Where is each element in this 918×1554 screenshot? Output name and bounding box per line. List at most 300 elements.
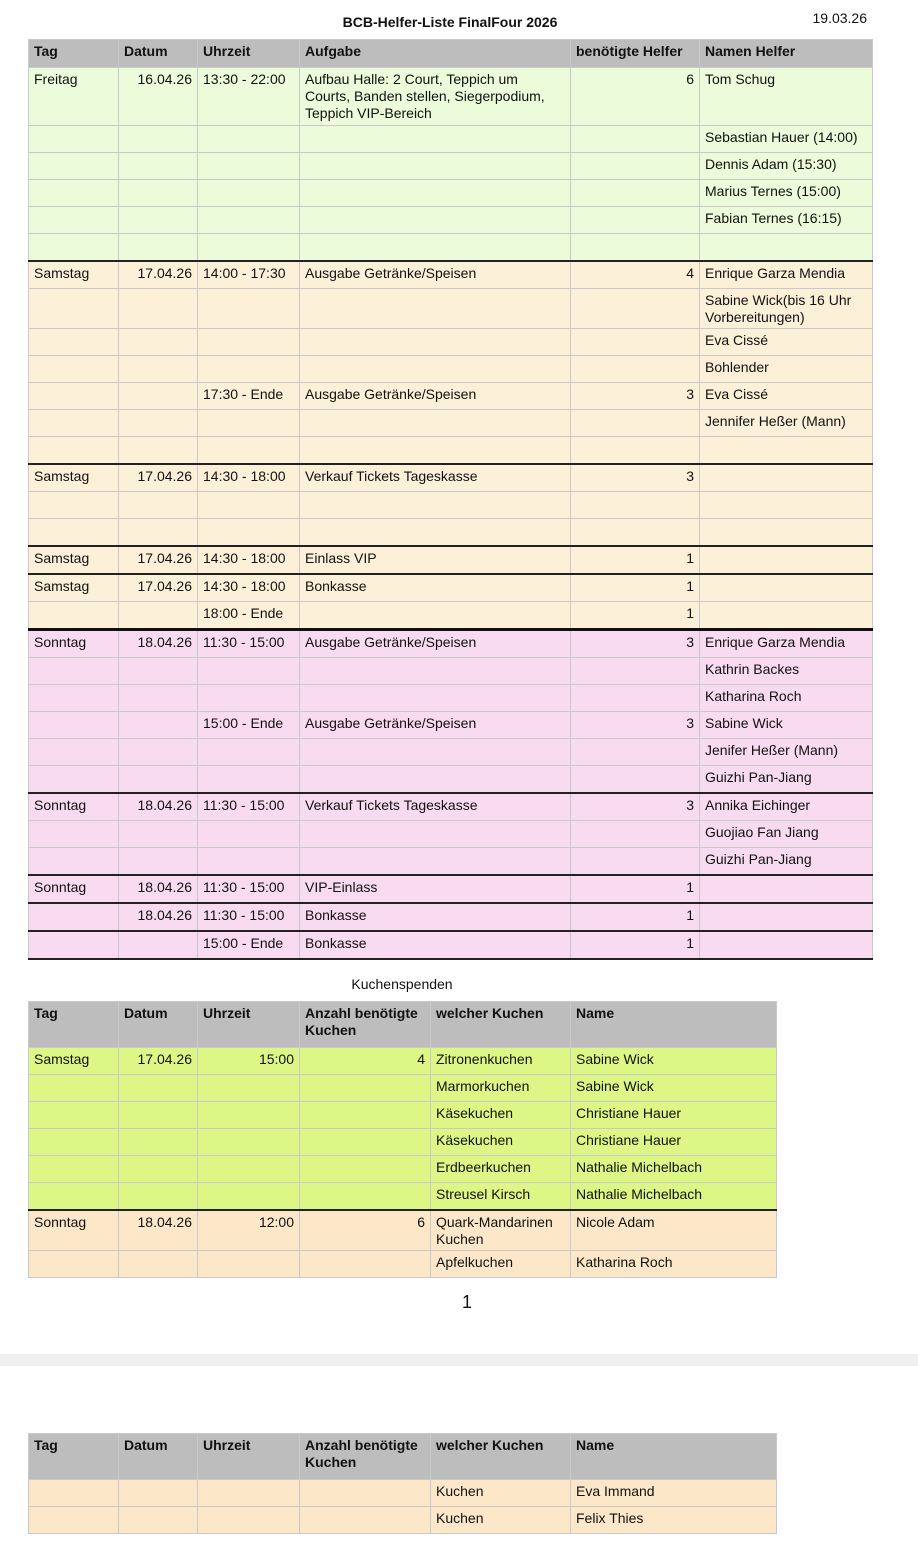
table-cell (700, 464, 873, 492)
table-cell (198, 658, 300, 685)
table-cell: Guizhi Pan-Jiang (700, 766, 873, 794)
table-row (29, 519, 873, 547)
page-2 (0, 1366, 918, 1554)
column-header: welcher Kuchen (431, 1002, 571, 1048)
table-cell (300, 602, 571, 630)
table-cell (119, 1102, 198, 1129)
table-cell (29, 848, 119, 876)
table-cell (29, 1129, 119, 1156)
table-cell (700, 546, 873, 574)
table-cell (119, 848, 198, 876)
table-cell (571, 153, 700, 180)
table-cell (700, 875, 873, 903)
table-cell: Sonntag (29, 875, 119, 903)
table-row (29, 793, 873, 821)
table-cell: Sabine Wick(bis 16 Uhr Vorbereitungen) (700, 289, 873, 329)
table-cell (300, 1480, 431, 1507)
table-cell (29, 1507, 119, 1534)
table-cell: 15:00 - Ende (198, 931, 300, 959)
table-cell (29, 1183, 119, 1211)
table-cell (198, 329, 300, 356)
table-cell (119, 658, 198, 685)
table-cell (571, 658, 700, 685)
cakes-continued-header-row (29, 1434, 777, 1480)
table-cell: Tom Schug (700, 68, 873, 126)
table-cell: 18.04.26 (119, 630, 198, 658)
column-header: Tag (29, 1002, 119, 1048)
table-cell: 13:30 - 22:00 (198, 68, 300, 126)
table-cell: Bonkasse (300, 574, 571, 602)
table-cell: Dennis Adam (15:30) (700, 153, 873, 180)
table-cell: Enrique Garza Mendia (700, 630, 873, 658)
table-cell (300, 1156, 431, 1183)
table-cell (300, 126, 571, 153)
table-cell (29, 126, 119, 153)
table-cell (29, 602, 119, 630)
table-cell (119, 356, 198, 383)
table-cell: 4 (300, 1048, 431, 1075)
table-row (29, 1102, 777, 1129)
table-cell (29, 685, 119, 712)
page-separator (0, 1354, 918, 1366)
table-cell (300, 658, 571, 685)
table-cell: Ausgabe Getränke/Speisen (300, 261, 571, 289)
document-date: 19.03.26 (812, 10, 867, 26)
table-row (29, 848, 873, 876)
table-cell (300, 234, 571, 262)
table-cell: 11:30 - 15:00 (198, 903, 300, 931)
cakes-table-continued (28, 1433, 777, 1534)
table-cell (198, 1102, 300, 1129)
table-cell (300, 1183, 431, 1211)
table-cell: 17.04.26 (119, 546, 198, 574)
column-header: Datum (119, 1434, 198, 1480)
table-cell (198, 1507, 300, 1534)
table-cell: Apfelkuchen (431, 1251, 571, 1278)
table-row (29, 68, 873, 126)
table-row (29, 492, 873, 519)
table-cell: Erdbeerkuchen (431, 1156, 571, 1183)
table-cell (119, 712, 198, 739)
table-cell (29, 356, 119, 383)
table-cell: 17.04.26 (119, 574, 198, 602)
table-cell: 18:00 - Ende (198, 602, 300, 630)
table-cell: 17:30 - Ende (198, 383, 300, 410)
table-row (29, 546, 873, 574)
column-header: Uhrzeit (198, 1434, 300, 1480)
table-cell: Guojiao Fan Jiang (700, 821, 873, 848)
table-cell: Eva Cissé (700, 329, 873, 356)
table-row (29, 1048, 777, 1075)
table-cell (300, 1507, 431, 1534)
table-cell: 14:30 - 18:00 (198, 464, 300, 492)
table-cell (571, 519, 700, 547)
table-cell: 11:30 - 15:00 (198, 630, 300, 658)
table-cell (198, 1075, 300, 1102)
table-cell (700, 437, 873, 465)
table-cell: 12:00 (198, 1210, 300, 1251)
table-cell (700, 574, 873, 602)
table-cell: 18.04.26 (119, 903, 198, 931)
table-cell (119, 1183, 198, 1211)
table-cell: Samstag (29, 261, 119, 289)
table-cell (119, 234, 198, 262)
table-cell (571, 492, 700, 519)
table-cell (29, 492, 119, 519)
table-row (29, 329, 873, 356)
table-cell (29, 329, 119, 356)
table-cell (198, 1129, 300, 1156)
table-cell: Samstag (29, 1048, 119, 1075)
table-cell: 14:30 - 18:00 (198, 546, 300, 574)
table-cell: Einlass VIP (300, 546, 571, 574)
table-cell: 3 (571, 712, 700, 739)
table-cell (300, 848, 571, 876)
table-cell (300, 492, 571, 519)
table-cell: Katharina Roch (700, 685, 873, 712)
table-cell: 17.04.26 (119, 1048, 198, 1075)
table-row (29, 658, 873, 685)
table-cell: 6 (300, 1210, 431, 1251)
table-cell (29, 739, 119, 766)
table-cell (119, 1251, 198, 1278)
table-cell (198, 234, 300, 262)
table-row (29, 126, 873, 153)
table-cell: Fabian Ternes (16:15) (700, 207, 873, 234)
table-cell (700, 602, 873, 630)
table-cell: Freitag (29, 68, 119, 126)
table-cell (29, 1075, 119, 1102)
table-row (29, 602, 873, 630)
table-cell: 1 (571, 931, 700, 959)
table-row (29, 1129, 777, 1156)
table-row (29, 437, 873, 465)
table-cell (198, 519, 300, 547)
cakes-header-row (29, 1002, 777, 1048)
table-cell: Annika Eichinger (700, 793, 873, 821)
table-cell (300, 1075, 431, 1102)
table-cell (300, 289, 571, 329)
table-cell (198, 1183, 300, 1211)
table-cell (198, 766, 300, 794)
table-cell (119, 437, 198, 465)
table-cell: Marmorkuchen (431, 1075, 571, 1102)
table-cell: Quark-Mandarinen Kuchen (431, 1210, 571, 1251)
table-cell: Bonkasse (300, 903, 571, 931)
table-cell (119, 931, 198, 959)
table-cell: 1 (571, 875, 700, 903)
table-cell: Sonntag (29, 793, 119, 821)
table-cell: Bohlender (700, 356, 873, 383)
table-cell (571, 821, 700, 848)
table-cell: 11:30 - 15:00 (198, 793, 300, 821)
table-cell (29, 1480, 119, 1507)
table-cell (700, 234, 873, 262)
table-cell: Jenifer Heßer (Mann) (700, 739, 873, 766)
table-cell: Samstag (29, 464, 119, 492)
table-row (29, 712, 873, 739)
table-row (29, 383, 873, 410)
page-number: 1 (461, 1292, 472, 1312)
table-cell: Felix Thies (571, 1507, 777, 1534)
table-cell: 15:00 - Ende (198, 712, 300, 739)
table-row (29, 931, 873, 959)
table-cell (119, 1480, 198, 1507)
table-cell (119, 1129, 198, 1156)
cakes-title: Kuchenspenden (351, 976, 453, 992)
table-cell (198, 739, 300, 766)
table-cell (571, 410, 700, 437)
table-cell (300, 1251, 431, 1278)
table-cell: 3 (571, 630, 700, 658)
table-cell (119, 1075, 198, 1102)
table-cell: 18.04.26 (119, 1210, 198, 1251)
table-cell (29, 1251, 119, 1278)
table-cell: 4 (571, 261, 700, 289)
table-cell: Sonntag (29, 1210, 119, 1251)
table-cell: Marius Ternes (15:00) (700, 180, 873, 207)
column-header: Name (571, 1434, 777, 1480)
table-cell: Sabine Wick (700, 712, 873, 739)
table-cell (198, 356, 300, 383)
table-cell: 3 (571, 383, 700, 410)
table-cell (29, 931, 119, 959)
table-cell: 3 (571, 793, 700, 821)
table-cell (29, 289, 119, 329)
table-cell: Sonntag (29, 630, 119, 658)
table-cell (119, 519, 198, 547)
table-cell (29, 658, 119, 685)
table-cell (119, 602, 198, 630)
table-cell: Verkauf Tickets Tageskasse (300, 793, 571, 821)
table-cell (119, 1507, 198, 1534)
table-cell (300, 1129, 431, 1156)
table-cell (198, 1480, 300, 1507)
table-cell: Ausgabe Getränke/Speisen (300, 712, 571, 739)
table-cell: 18.04.26 (119, 793, 198, 821)
table-cell (300, 180, 571, 207)
table-cell: Sabine Wick (571, 1048, 777, 1075)
table-cell: 18.04.26 (119, 875, 198, 903)
table-cell (119, 821, 198, 848)
table-cell (700, 492, 873, 519)
table-row (29, 1210, 777, 1251)
table-cell: Samstag (29, 574, 119, 602)
table-cell: Kuchen (431, 1480, 571, 1507)
table-cell (700, 903, 873, 931)
table-cell: Ausgabe Getränke/Speisen (300, 630, 571, 658)
table-cell (571, 180, 700, 207)
column-header: welcher Kuchen (431, 1434, 571, 1480)
table-cell (571, 207, 700, 234)
column-header: Tag (29, 40, 119, 68)
column-header: Tag (29, 1434, 119, 1480)
table-cell (29, 1156, 119, 1183)
table-cell: Ausgabe Getränke/Speisen (300, 383, 571, 410)
table-cell: Zitronenkuchen (431, 1048, 571, 1075)
column-header: Uhrzeit (198, 40, 300, 68)
table-cell: 1 (571, 574, 700, 602)
table-cell (198, 180, 300, 207)
column-header: benötigte Helfer (571, 40, 700, 68)
table-cell (571, 739, 700, 766)
column-header: Uhrzeit (198, 1002, 300, 1048)
table-cell: 1 (571, 602, 700, 630)
table-cell (29, 1102, 119, 1129)
table-cell (29, 207, 119, 234)
table-cell: Katharina Roch (571, 1251, 777, 1278)
table-cell: Enrique Garza Mendia (700, 261, 873, 289)
table-row (29, 207, 873, 234)
table-cell (571, 685, 700, 712)
table-cell (119, 766, 198, 794)
table-cell: Verkauf Tickets Tageskasse (300, 464, 571, 492)
table-cell (300, 207, 571, 234)
table-cell (571, 437, 700, 465)
table-cell: 16.04.26 (119, 68, 198, 126)
table-cell (700, 931, 873, 959)
table-cell (700, 519, 873, 547)
table-cell (300, 153, 571, 180)
table-cell: Christiane Hauer (571, 1102, 777, 1129)
table-cell (29, 766, 119, 794)
table-cell: Sabine Wick (571, 1075, 777, 1102)
table-cell: 11:30 - 15:00 (198, 875, 300, 903)
table-cell (119, 329, 198, 356)
table-cell (300, 519, 571, 547)
table-cell: 14:30 - 18:00 (198, 574, 300, 602)
table-row (29, 1075, 777, 1102)
table-cell (119, 383, 198, 410)
column-header: Anzahl benötigte Kuchen (300, 1002, 431, 1048)
table-cell (198, 685, 300, 712)
table-cell (29, 180, 119, 207)
table-row (29, 1183, 777, 1211)
column-header: Namen Helfer (700, 40, 873, 68)
table-cell (119, 126, 198, 153)
table-cell (300, 329, 571, 356)
table-cell (198, 410, 300, 437)
table-cell: 1 (571, 903, 700, 931)
document-title: BCB-Helfer-Liste FinalFour 2026 (342, 14, 558, 30)
table-cell: Nathalie Michelbach (571, 1183, 777, 1211)
table-cell: Nicole Adam (571, 1210, 777, 1251)
table-cell: VIP-Einlass (300, 875, 571, 903)
table-cell: Nathalie Michelbach (571, 1156, 777, 1183)
table-cell: 6 (571, 68, 700, 126)
table-cell: Streusel Kirsch (431, 1183, 571, 1211)
table-cell: Christiane Hauer (571, 1129, 777, 1156)
table-cell (300, 766, 571, 794)
table-row (29, 356, 873, 383)
table-row (29, 685, 873, 712)
table-row (29, 875, 873, 903)
table-cell (300, 356, 571, 383)
table-cell (198, 1251, 300, 1278)
table-cell (29, 712, 119, 739)
table-cell (571, 289, 700, 329)
table-cell (300, 437, 571, 465)
table-cell (571, 766, 700, 794)
column-header: Anzahl benötigte Kuchen (300, 1434, 431, 1480)
column-header: Aufgabe (300, 40, 571, 68)
table-cell (571, 126, 700, 153)
table-cell (198, 207, 300, 234)
table-cell (119, 289, 198, 329)
table-cell (29, 821, 119, 848)
table-cell: Kathrin Backes (700, 658, 873, 685)
table-cell (198, 848, 300, 876)
table-row (29, 630, 873, 658)
table-cell (571, 329, 700, 356)
table-cell: Eva Immand (571, 1480, 777, 1507)
table-row (29, 464, 873, 492)
table-cell (571, 234, 700, 262)
table-cell (29, 234, 119, 262)
table-cell: 14:00 - 17:30 (198, 261, 300, 289)
table-cell (198, 153, 300, 180)
table-row (29, 821, 873, 848)
table-cell: Eva Cissé (700, 383, 873, 410)
table-cell: Jennifer Heßer (Mann) (700, 410, 873, 437)
table-cell (198, 289, 300, 329)
table-cell (119, 739, 198, 766)
table-cell (119, 207, 198, 234)
table-row (29, 180, 873, 207)
table-cell (119, 410, 198, 437)
table-cell (300, 739, 571, 766)
table-cell: Kuchen (431, 1507, 571, 1534)
table-cell: Samstag (29, 546, 119, 574)
table-cell (29, 903, 119, 931)
table-cell (29, 437, 119, 465)
table-cell: Guizhi Pan-Jiang (700, 848, 873, 876)
table-row (29, 739, 873, 766)
table-cell (119, 685, 198, 712)
table-cell: 17.04.26 (119, 261, 198, 289)
table-cell (198, 821, 300, 848)
table-cell (198, 126, 300, 153)
table-row (29, 153, 873, 180)
table-row (29, 261, 873, 289)
table-cell (29, 383, 119, 410)
table-cell (29, 519, 119, 547)
table-cell (119, 153, 198, 180)
table-cell (300, 685, 571, 712)
table-row (29, 1507, 777, 1534)
table-row (29, 1480, 777, 1507)
table-row (29, 289, 873, 329)
table-cell: 17.04.26 (119, 464, 198, 492)
table-row (29, 1251, 777, 1278)
table-cell (571, 848, 700, 876)
table-row (29, 574, 873, 602)
table-cell (119, 492, 198, 519)
table-cell (119, 1156, 198, 1183)
column-header: Name (571, 1002, 777, 1048)
column-header: Datum (119, 1002, 198, 1048)
table-row (29, 1156, 777, 1183)
table-cell (29, 410, 119, 437)
cakes-table (28, 1001, 777, 1278)
table-cell: 15:00 (198, 1048, 300, 1075)
table-cell (198, 492, 300, 519)
table-cell (571, 356, 700, 383)
helpers-header-row (29, 40, 873, 68)
table-row (29, 234, 873, 262)
table-row (29, 410, 873, 437)
table-cell (198, 1156, 300, 1183)
